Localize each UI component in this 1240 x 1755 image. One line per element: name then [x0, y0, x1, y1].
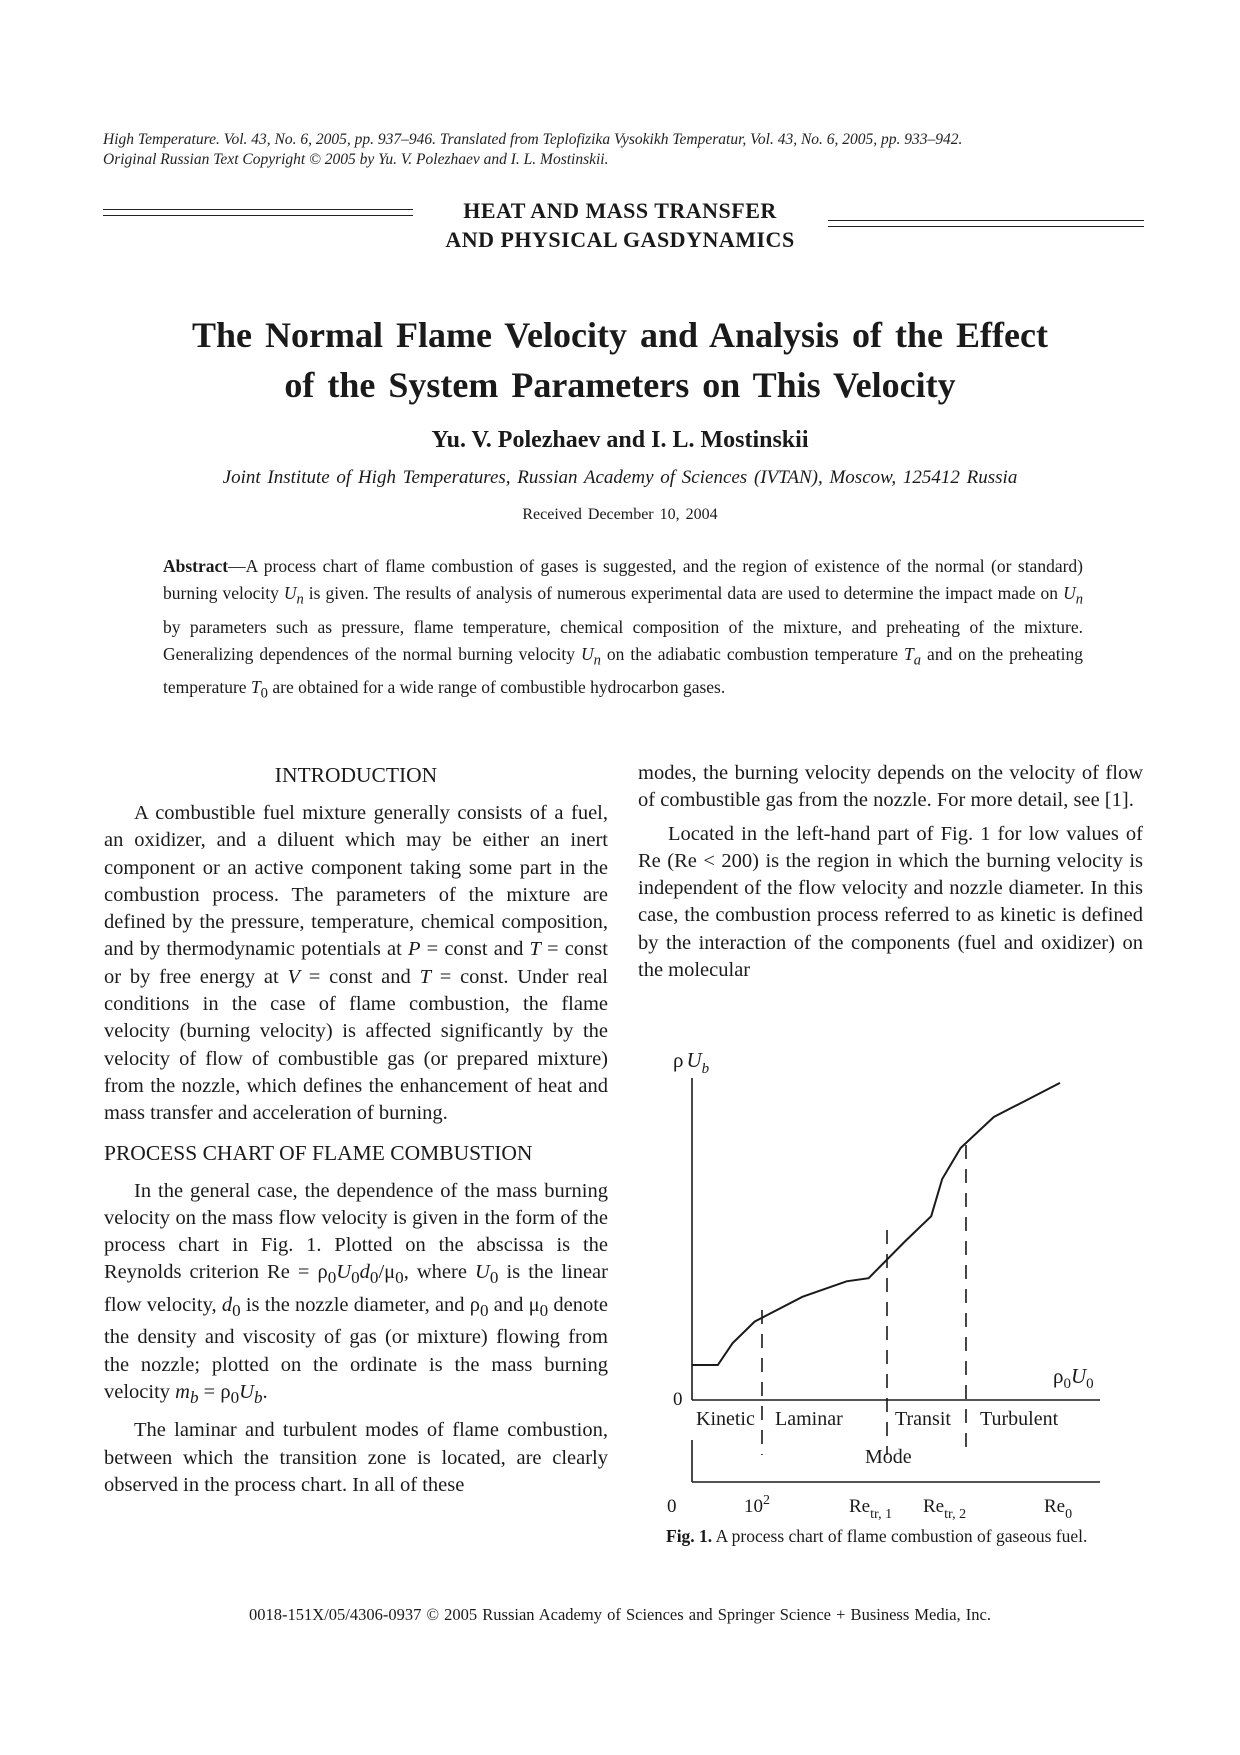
symbol-T: T	[250, 677, 261, 697]
journal-header-note	[103, 130, 1143, 170]
symbol-n: n	[593, 652, 601, 668]
symbol-zero: 0	[395, 1268, 404, 1288]
abstract-text: by parameters such as pressure, flame temperature, chemical composition of the mixture, and preheating of the mixture. Generalizing dependences of the normal burning velocity	[163, 616, 1083, 664]
introduction-heading: INTRODUCTION	[274, 763, 438, 787]
text-run: .	[262, 1380, 268, 1403]
symbol-rho: ρ	[317, 1261, 328, 1284]
text-run: =	[198, 1380, 221, 1403]
text-run: /	[378, 1261, 385, 1284]
section-heading-line-1: HEAT AND MASS TRANSFER	[463, 198, 777, 223]
symbol-n: n	[1075, 591, 1083, 608]
abstract-text: on the adiabatic combustion temperature	[600, 643, 905, 664]
symbol-zero: 0	[260, 685, 268, 702]
symbol-b: b	[253, 1387, 263, 1407]
abstract-text: are obtained for a wide range of combustible hydrocarbon gases.	[267, 677, 726, 697]
symbol-n: n	[296, 591, 304, 608]
header-line-1: High Temperature. Vol. 43, No. 6, 2005, pp. 937–946. Translated from Teplofizika Vysokikh Temperatur, Vol. 43, No. 6, 2005, pp. 933–942.	[103, 131, 963, 148]
authors: Yu. V. Polezhaev and I. L. Mostinskii	[431, 427, 809, 453]
text-run: , where	[403, 1261, 476, 1284]
text-run: is the nozzle diameter, and	[240, 1293, 470, 1316]
symbol-zero: 0	[539, 1300, 549, 1320]
title-line-2: of the System Parameters on This Velocity	[284, 365, 956, 405]
abstract-text: is given. The results of analysis of numerous experimental data are used to determine the impact made on	[303, 583, 1064, 603]
symbol-mu: μ	[384, 1261, 396, 1284]
y-axis-label: ρ $U_b$	[673, 1048, 710, 1077]
affiliation: Joint Institute of High Temperatures, Russian Academy of Sciences (IVTAN), Moscow, 125412 Russia	[222, 467, 1018, 488]
burning-velocity-curve	[692, 1083, 1060, 1365]
symbol-d: d	[359, 1261, 370, 1284]
re-tick-tr2: $Re_{tr, 2}$	[923, 1496, 967, 1522]
re-tick-tr1: $Re_{tr, 1}$	[849, 1496, 893, 1522]
header-line-2: Original Russian Text Copyright © 2005 by Yu. V. Polezhaev and I. L. Mostinskii.	[103, 151, 609, 168]
right-column	[638, 760, 1143, 984]
symbol-U: U	[580, 643, 594, 664]
left-double-rule	[103, 209, 413, 216]
text-run: = const. Under real conditions in the case of flame combustion, the flame velocity (burning velocity) is affected significantly by the velocity of flow of combustible gas (or prepared mixture) from the nozzle, which defines the enhancement of heat and mass transfer and acceleration of burning.	[104, 965, 608, 1125]
abstract-label: Abstract	[163, 556, 229, 576]
symbol-b: b	[189, 1387, 199, 1407]
caption-text: A process chart of flame combustion of gaseous fuel.	[712, 1526, 1088, 1546]
abstract-text: —A process chart of flame combustion of gases is suggested, and the region of existence of the normal (or standard) burning velocity	[163, 556, 1083, 603]
symbol-U: U	[239, 1380, 254, 1403]
section-heading-line-2: AND PHYSICAL GASDYNAMICS	[445, 227, 795, 252]
symbol-a: a	[913, 652, 922, 668]
symbol-zero: 0	[369, 1268, 379, 1288]
paper-title	[100, 310, 1140, 410]
text-run: = const and	[420, 938, 530, 961]
region-label-turbulent: Turbulent	[980, 1408, 1059, 1430]
process-chart-paragraph-2: The laminar and turbulent modes of flame combustion, between which the transition zone is located, are clearly observed in the process chart. In all of these	[104, 1419, 608, 1496]
symbol-zero: 0	[327, 1268, 337, 1288]
introduction-paragraph	[104, 800, 608, 1128]
re-tick-100: $10^2$	[744, 1493, 770, 1517]
caption-label: Fig. 1.	[666, 1526, 713, 1546]
symbol-mu: μ	[528, 1293, 540, 1316]
symbol-U: U	[475, 1261, 490, 1284]
symbol-T: T	[904, 643, 914, 664]
symbol-U: U	[1063, 583, 1076, 603]
received-date: Received December 10, 2004	[522, 506, 718, 523]
left-column	[104, 760, 608, 1499]
symbol-zero: 0	[480, 1300, 489, 1320]
process-chart-heading: PROCESS CHART OF FLAME COMBUSTION	[104, 1140, 533, 1165]
symbol-V: V	[287, 965, 301, 988]
right-paragraph-2: Located in the left-hand part of Fig. 1 for low values of Re (Re < 200) is the region in which the burning velocity is independent of the flow velocity and nozzle diameter. In this case, the combustion process referred to as kinetic is defined by the interaction of the components (fuel and oxidizer) on the molecular	[638, 822, 1143, 982]
symbol-zero: 0	[351, 1268, 360, 1288]
symbol-U: U	[336, 1261, 352, 1284]
symbol-T: T	[529, 938, 541, 961]
symbol-U: U	[283, 583, 297, 603]
text-run: = const or by free energy at	[104, 938, 608, 988]
figure-caption	[666, 1525, 1113, 1548]
text-run: denote the density and viscosity of gas (or mixture) flowing from the nozzle; plotted on the ordinate is the mass burning velocity	[104, 1293, 608, 1403]
section-heading	[405, 196, 835, 254]
text-run: is the linear flow velocity,	[104, 1261, 608, 1316]
region-label-laminar: Laminar	[775, 1408, 843, 1430]
symbol-zero: 0	[489, 1268, 499, 1288]
symbol-d: d	[221, 1293, 233, 1316]
x-axis-label: $\rho_0U_0$	[1053, 1364, 1094, 1392]
symbol-P: P	[407, 938, 421, 961]
right-double-rule	[828, 220, 1144, 227]
symbol-zero: 0	[230, 1387, 240, 1407]
symbol-rho: ρ	[469, 1293, 480, 1316]
y-axis-origin-label: 0	[673, 1389, 683, 1410]
right-paragraph-1: modes, the burning velocity depends on the velocity of flow of combustible gas from the nozzle. For more detail, see [1].	[638, 762, 1143, 812]
re-axis-label: $Re_0$	[1044, 1496, 1073, 1522]
figure-1-process-chart	[660, 1035, 1140, 1525]
symbol-m: m	[175, 1380, 190, 1403]
symbol-rho: ρ	[220, 1380, 231, 1403]
text-run: = const and	[300, 965, 420, 988]
abstract-text: and on the preheating temperature	[163, 643, 1083, 697]
re-axis-origin-label: 0	[667, 1496, 677, 1517]
text-run: A combustible fuel mixture generally consists of a fuel, an oxidizer, and a diluent which may be either an inert component or an active component taking some part in the combustion process. The parameters of the mixture are defined by the pressure, temperature, chemical composition, and by thermodynamic potentials at	[104, 802, 608, 961]
title-line-1: The Normal Flame Velocity and Analysis of the Effect	[192, 315, 1048, 355]
region-label-kinetic: Kinetic	[696, 1408, 755, 1430]
text-run: In the general case, the dependence of the mass burning velocity on the mass flow velocity is given in the form of the process chart in Fig. 1. Plotted on the abscissa is the Reynolds criterion Re =	[104, 1179, 608, 1284]
mode-label: Mode	[865, 1446, 912, 1468]
copyright-footer: 0018-151X/05/4306-0937 © 2005 Russian Academy of Sciences and Springer Science + Business Media, Inc.	[249, 1605, 991, 1624]
symbol-T: T	[419, 965, 431, 988]
text-run: and	[488, 1293, 529, 1316]
process-chart-paragraph	[104, 1178, 608, 1412]
region-label-transit: Transit	[895, 1408, 951, 1430]
abstract	[163, 553, 1083, 708]
symbol-zero: 0	[232, 1300, 241, 1320]
